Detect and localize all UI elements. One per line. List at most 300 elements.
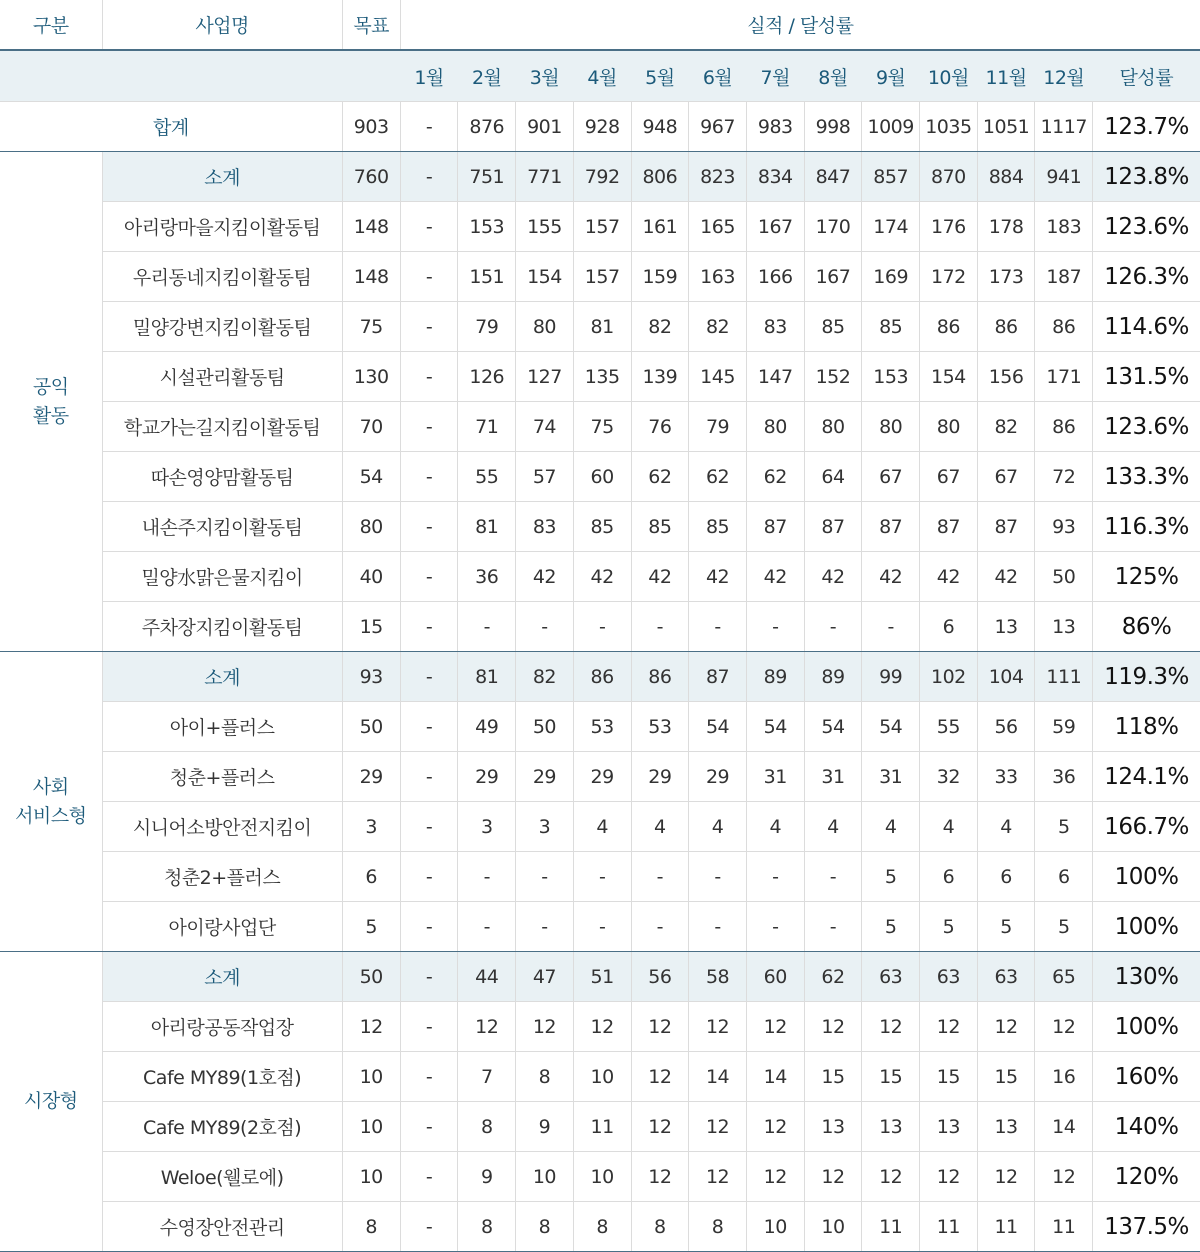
cell-month-6: 79 xyxy=(689,402,747,452)
cell-month-8: - xyxy=(804,602,862,652)
cell-name: 학교가는길지킴이활동팀 xyxy=(102,402,342,452)
cell-goal: 148 xyxy=(342,252,400,302)
cell-month-1: - xyxy=(400,402,458,452)
cell-month-5: 4 xyxy=(631,802,689,852)
cell-rate: 123.6% xyxy=(1093,202,1200,252)
cell-month-12: 72 xyxy=(1035,452,1093,502)
cell-month-12: 12 xyxy=(1035,1152,1093,1202)
cell-month-12: 171 xyxy=(1035,352,1093,402)
cell-month-12: 86 xyxy=(1035,302,1093,352)
table-row xyxy=(0,302,1200,352)
cell-name: 소계 xyxy=(102,152,342,202)
cell-month-3: 901 xyxy=(516,102,574,152)
cell-month-8: 998 xyxy=(804,102,862,152)
cell-month-5: 86 xyxy=(631,652,689,702)
cell-month-7: 80 xyxy=(746,402,804,452)
cell-rate: 114.6% xyxy=(1093,302,1200,352)
cell-month-10: 80 xyxy=(920,402,978,452)
cell-month-4: 29 xyxy=(573,752,631,802)
cell-month-5: 53 xyxy=(631,702,689,752)
cell-month-3: 82 xyxy=(516,652,574,702)
cell-month-9: 5 xyxy=(862,852,920,902)
month-header-blank xyxy=(0,50,102,102)
cell-month-11: 15 xyxy=(977,1052,1035,1102)
cell-name: 주차장지킴이활동팀 xyxy=(102,602,342,652)
cell-month-1: - xyxy=(400,902,458,952)
cell-month-2: 55 xyxy=(458,452,516,502)
cell-month-1: - xyxy=(400,552,458,602)
cell-month-2: 9 xyxy=(458,1152,516,1202)
cell-month-5: - xyxy=(631,852,689,902)
cell-name: 청춘+플러스 xyxy=(102,752,342,802)
cell-month-1: - xyxy=(400,802,458,852)
month-header-8: 8월 xyxy=(804,50,862,102)
cell-month-12: 50 xyxy=(1035,552,1093,602)
cell-rate: 166.7% xyxy=(1093,802,1200,852)
cell-month-6: 14 xyxy=(689,1052,747,1102)
cell-name: 아이랑사업단 xyxy=(102,902,342,952)
cell-goal: 80 xyxy=(342,502,400,552)
cell-month-9: 85 xyxy=(862,302,920,352)
cell-month-11: 63 xyxy=(977,952,1035,1002)
cell-month-1: - xyxy=(400,1202,458,1252)
cell-month-10: 5 xyxy=(920,902,978,952)
table-row xyxy=(0,352,1200,402)
cell-month-3: 83 xyxy=(516,502,574,552)
cell-month-1: - xyxy=(400,1152,458,1202)
cell-month-7: 62 xyxy=(746,452,804,502)
cell-month-4: 86 xyxy=(573,652,631,702)
header-gubun: 구분 xyxy=(0,0,102,50)
cell-month-7: 83 xyxy=(746,302,804,352)
cell-month-2: 36 xyxy=(458,552,516,602)
cell-month-3: 74 xyxy=(516,402,574,452)
cell-month-5: 29 xyxy=(631,752,689,802)
cell-month-5: 42 xyxy=(631,552,689,602)
table-row xyxy=(0,1202,1200,1252)
month-header-blank xyxy=(342,50,400,102)
cell-month-1: - xyxy=(400,452,458,502)
cell-month-6: - xyxy=(689,852,747,902)
subtotal-row xyxy=(0,152,1200,202)
cell-month-4: 10 xyxy=(573,1152,631,1202)
cell-month-2: - xyxy=(458,852,516,902)
table-row xyxy=(0,1002,1200,1052)
cell-month-10: 172 xyxy=(920,252,978,302)
cell-month-8: 10 xyxy=(804,1202,862,1252)
cell-month-1: - xyxy=(400,202,458,252)
cell-name: Weloe(웰로에) xyxy=(102,1152,342,1202)
cell-month-8: 13 xyxy=(804,1102,862,1152)
cell-month-11: 173 xyxy=(977,252,1035,302)
cell-month-8: 167 xyxy=(804,252,862,302)
cell-goal: 5 xyxy=(342,902,400,952)
cell-month-1: - xyxy=(400,352,458,402)
cell-rate: 131.5% xyxy=(1093,352,1200,402)
cell-month-2: 44 xyxy=(458,952,516,1002)
cell-month-8: 847 xyxy=(804,152,862,202)
cell-month-9: 15 xyxy=(862,1052,920,1102)
cell-month-11: 4 xyxy=(977,802,1035,852)
cell-name: 내손주지킴이활동팀 xyxy=(102,502,342,552)
table-row xyxy=(0,452,1200,502)
cell-month-5: 56 xyxy=(631,952,689,1002)
month-header-4: 4월 xyxy=(573,50,631,102)
cell-month-6: 967 xyxy=(689,102,747,152)
cell-month-5: 806 xyxy=(631,152,689,202)
group-label: 공익 활동 xyxy=(0,152,102,652)
cell-month-8: 87 xyxy=(804,502,862,552)
cell-month-8: 54 xyxy=(804,702,862,752)
cell-month-10: 4 xyxy=(920,802,978,852)
cell-goal: 70 xyxy=(342,402,400,452)
cell-rate: 116.3% xyxy=(1093,502,1200,552)
cell-name: 시니어소방안전지킴이 xyxy=(102,802,342,852)
cell-month-4: 75 xyxy=(573,402,631,452)
cell-month-9: 153 xyxy=(862,352,920,402)
cell-name: 아리랑마을지킴이활동팀 xyxy=(102,202,342,252)
cell-month-9: 4 xyxy=(862,802,920,852)
table-row xyxy=(0,802,1200,852)
cell-month-9: 67 xyxy=(862,452,920,502)
cell-month-6: 87 xyxy=(689,652,747,702)
cell-rate: 119.3% xyxy=(1093,652,1200,702)
cell-month-1: - xyxy=(400,102,458,152)
cell-rate: 160% xyxy=(1093,1052,1200,1102)
cell-month-1: - xyxy=(400,952,458,1002)
cell-month-9: 11 xyxy=(862,1202,920,1252)
cell-month-4: 42 xyxy=(573,552,631,602)
cell-month-5: 76 xyxy=(631,402,689,452)
cell-goal: 130 xyxy=(342,352,400,402)
cell-month-7: 14 xyxy=(746,1052,804,1102)
table-row xyxy=(0,1102,1200,1152)
cell-goal: 6 xyxy=(342,852,400,902)
cell-goal: 8 xyxy=(342,1202,400,1252)
month-header-3: 3월 xyxy=(516,50,574,102)
cell-month-3: 80 xyxy=(516,302,574,352)
month-header-9: 9월 xyxy=(862,50,920,102)
cell-rate: 86% xyxy=(1093,602,1200,652)
cell-rate: 100% xyxy=(1093,902,1200,952)
month-header-7: 7월 xyxy=(746,50,804,102)
cell-month-8: - xyxy=(804,902,862,952)
table-row xyxy=(0,502,1200,552)
cell-month-3: - xyxy=(516,902,574,952)
cell-name: 아리랑공동작업장 xyxy=(102,1002,342,1052)
cell-goal: 40 xyxy=(342,552,400,602)
cell-month-3: 8 xyxy=(516,1202,574,1252)
cell-month-6: 58 xyxy=(689,952,747,1002)
cell-month-9: 54 xyxy=(862,702,920,752)
cell-goal: 75 xyxy=(342,302,400,352)
cell-name: 아이+플러스 xyxy=(102,702,342,752)
cell-month-3: 47 xyxy=(516,952,574,1002)
table-row xyxy=(0,252,1200,302)
cell-month-8: 15 xyxy=(804,1052,862,1102)
cell-month-7: 10 xyxy=(746,1202,804,1252)
cell-month-12: 5 xyxy=(1035,902,1093,952)
cell-month-2: 151 xyxy=(458,252,516,302)
cell-month-9: 169 xyxy=(862,252,920,302)
cell-month-9: 1009 xyxy=(862,102,920,152)
table-row xyxy=(0,1152,1200,1202)
cell-rate: 123.7% xyxy=(1093,102,1200,152)
cell-month-6: 42 xyxy=(689,552,747,602)
cell-month-9: 12 xyxy=(862,1152,920,1202)
cell-name: 시설관리활동팀 xyxy=(102,352,342,402)
cell-month-2: 79 xyxy=(458,302,516,352)
cell-month-3: 155 xyxy=(516,202,574,252)
cell-month-6: 4 xyxy=(689,802,747,852)
table-row xyxy=(0,602,1200,652)
cell-month-7: 54 xyxy=(746,702,804,752)
cell-month-2: 81 xyxy=(458,652,516,702)
cell-rate: 123.6% xyxy=(1093,402,1200,452)
cell-month-5: 139 xyxy=(631,352,689,402)
group-label: 시장형 xyxy=(0,952,102,1252)
cell-month-5: 159 xyxy=(631,252,689,302)
subtotal-row xyxy=(0,652,1200,702)
cell-month-11: 1051 xyxy=(977,102,1035,152)
cell-month-11: 82 xyxy=(977,402,1035,452)
cell-month-3: 57 xyxy=(516,452,574,502)
month-header-10: 10월 xyxy=(920,50,978,102)
cell-month-7: 60 xyxy=(746,952,804,1002)
cell-month-7: - xyxy=(746,902,804,952)
cell-goal: 93 xyxy=(342,652,400,702)
cell-month-11: 104 xyxy=(977,652,1035,702)
subtotal-row xyxy=(0,952,1200,1002)
cell-month-1: - xyxy=(400,1102,458,1152)
total-row xyxy=(0,102,1200,152)
cell-month-4: 157 xyxy=(573,252,631,302)
cell-month-5: 161 xyxy=(631,202,689,252)
cell-month-12: 16 xyxy=(1035,1052,1093,1102)
cell-month-5: 85 xyxy=(631,502,689,552)
cell-rate: 126.3% xyxy=(1093,252,1200,302)
cell-goal: 12 xyxy=(342,1002,400,1052)
cell-month-5: 12 xyxy=(631,1152,689,1202)
cell-month-6: 12 xyxy=(689,1002,747,1052)
table-row xyxy=(0,852,1200,902)
cell-month-1: - xyxy=(400,602,458,652)
cell-name: 우리동네지킴이활동팀 xyxy=(102,252,342,302)
table-row xyxy=(0,1052,1200,1102)
cell-month-6: 62 xyxy=(689,452,747,502)
cell-month-10: 12 xyxy=(920,1002,978,1052)
cell-month-1: - xyxy=(400,502,458,552)
cell-month-7: 12 xyxy=(746,1152,804,1202)
cell-month-4: 12 xyxy=(573,1002,631,1052)
cell-month-4: 85 xyxy=(573,502,631,552)
cell-month-3: 29 xyxy=(516,752,574,802)
month-header-blank xyxy=(102,50,342,102)
cell-month-4: - xyxy=(573,902,631,952)
month-header-2: 2월 xyxy=(458,50,516,102)
cell-month-1: - xyxy=(400,1002,458,1052)
cell-month-2: 81 xyxy=(458,502,516,552)
cell-month-4: 53 xyxy=(573,702,631,752)
cell-month-9: 31 xyxy=(862,752,920,802)
cell-month-8: 12 xyxy=(804,1152,862,1202)
cell-month-6: 8 xyxy=(689,1202,747,1252)
cell-month-7: 89 xyxy=(746,652,804,702)
cell-month-9: 80 xyxy=(862,402,920,452)
cell-goal: 10 xyxy=(342,1102,400,1152)
cell-month-8: 152 xyxy=(804,352,862,402)
cell-month-9: 5 xyxy=(862,902,920,952)
cell-month-10: 63 xyxy=(920,952,978,1002)
table-body xyxy=(0,102,1200,1252)
cell-month-11: 884 xyxy=(977,152,1035,202)
cell-month-12: 14 xyxy=(1035,1102,1093,1152)
cell-month-5: 12 xyxy=(631,1052,689,1102)
cell-month-3: 50 xyxy=(516,702,574,752)
cell-goal: 760 xyxy=(342,152,400,202)
cell-goal: 903 xyxy=(342,102,400,152)
cell-month-10: 86 xyxy=(920,302,978,352)
header-row xyxy=(0,0,1200,50)
cell-month-12: 1117 xyxy=(1035,102,1093,152)
cell-name: 밀양강변지킴이활동팀 xyxy=(102,302,342,352)
cell-month-10: 102 xyxy=(920,652,978,702)
cell-month-2: 49 xyxy=(458,702,516,752)
cell-month-8: 12 xyxy=(804,1002,862,1052)
cell-month-12: 36 xyxy=(1035,752,1093,802)
month-header-5: 5월 xyxy=(631,50,689,102)
cell-month-9: 12 xyxy=(862,1002,920,1052)
cell-month-9: 42 xyxy=(862,552,920,602)
cell-month-6: - xyxy=(689,602,747,652)
cell-month-12: 93 xyxy=(1035,502,1093,552)
cell-month-5: 12 xyxy=(631,1102,689,1152)
cell-rate: 123.8% xyxy=(1093,152,1200,202)
cell-month-2: 7 xyxy=(458,1052,516,1102)
cell-month-11: 13 xyxy=(977,602,1035,652)
cell-month-7: 31 xyxy=(746,752,804,802)
cell-month-4: 157 xyxy=(573,202,631,252)
cell-month-8: 31 xyxy=(804,752,862,802)
cell-month-2: 71 xyxy=(458,402,516,452)
cell-month-11: 87 xyxy=(977,502,1035,552)
cell-month-11: 6 xyxy=(977,852,1035,902)
cell-month-1: - xyxy=(400,302,458,352)
cell-name: 소계 xyxy=(102,952,342,1002)
cell-month-12: 59 xyxy=(1035,702,1093,752)
cell-month-3: 127 xyxy=(516,352,574,402)
cell-rate: 100% xyxy=(1093,1002,1200,1052)
cell-rate: 100% xyxy=(1093,852,1200,902)
cell-month-3: 42 xyxy=(516,552,574,602)
table-row xyxy=(0,402,1200,452)
cell-month-5: 62 xyxy=(631,452,689,502)
cell-month-6: 145 xyxy=(689,352,747,402)
cell-month-12: 5 xyxy=(1035,802,1093,852)
group-label: 사회 서비스형 xyxy=(0,652,102,952)
cell-month-2: 8 xyxy=(458,1102,516,1152)
cell-month-5: 12 xyxy=(631,1002,689,1052)
cell-month-6: 29 xyxy=(689,752,747,802)
cell-month-1: - xyxy=(400,702,458,752)
cell-month-10: 13 xyxy=(920,1102,978,1152)
cell-month-12: 183 xyxy=(1035,202,1093,252)
cell-month-2: 751 xyxy=(458,152,516,202)
cell-month-8: 170 xyxy=(804,202,862,252)
cell-month-7: - xyxy=(746,852,804,902)
cell-month-11: 42 xyxy=(977,552,1035,602)
cell-month-7: 147 xyxy=(746,352,804,402)
cell-month-2: - xyxy=(458,902,516,952)
cell-month-10: 6 xyxy=(920,852,978,902)
cell-month-12: 13 xyxy=(1035,602,1093,652)
cell-month-2: 126 xyxy=(458,352,516,402)
cell-month-11: 178 xyxy=(977,202,1035,252)
cell-month-9: 99 xyxy=(862,652,920,702)
cell-month-4: 60 xyxy=(573,452,631,502)
cell-month-8: 80 xyxy=(804,402,862,452)
header-name: 사업명 xyxy=(102,0,342,50)
cell-month-6: 54 xyxy=(689,702,747,752)
cell-month-2: 3 xyxy=(458,802,516,852)
cell-month-7: 167 xyxy=(746,202,804,252)
cell-month-1: - xyxy=(400,852,458,902)
header-goal: 목표 xyxy=(342,0,400,50)
table-row xyxy=(0,552,1200,602)
cell-name: 소계 xyxy=(102,652,342,702)
cell-month-9: 63 xyxy=(862,952,920,1002)
cell-month-10: 87 xyxy=(920,502,978,552)
cell-month-1: - xyxy=(400,652,458,702)
cell-month-3: - xyxy=(516,602,574,652)
cell-month-12: 111 xyxy=(1035,652,1093,702)
table-row xyxy=(0,202,1200,252)
cell-month-10: 11 xyxy=(920,1202,978,1252)
cell-month-5: 82 xyxy=(631,302,689,352)
cell-month-11: 12 xyxy=(977,1152,1035,1202)
month-header-1: 1월 xyxy=(400,50,458,102)
cell-goal: 148 xyxy=(342,202,400,252)
cell-month-8: 42 xyxy=(804,552,862,602)
cell-goal: 50 xyxy=(342,702,400,752)
cell-month-8: 4 xyxy=(804,802,862,852)
cell-month-12: 941 xyxy=(1035,152,1093,202)
cell-month-9: - xyxy=(862,602,920,652)
cell-goal: 29 xyxy=(342,752,400,802)
cell-month-4: 11 xyxy=(573,1102,631,1152)
cell-name: 수영장안전관리 xyxy=(102,1202,342,1252)
cell-month-12: 65 xyxy=(1035,952,1093,1002)
cell-rate: 130% xyxy=(1093,952,1200,1002)
cell-month-10: 12 xyxy=(920,1152,978,1202)
cell-month-11: 11 xyxy=(977,1202,1035,1252)
cell-month-1: - xyxy=(400,1052,458,1102)
cell-goal: 15 xyxy=(342,602,400,652)
cell-month-11: 5 xyxy=(977,902,1035,952)
cell-month-4: 4 xyxy=(573,802,631,852)
cell-month-6: 85 xyxy=(689,502,747,552)
cell-month-4: 10 xyxy=(573,1052,631,1102)
table-row xyxy=(0,752,1200,802)
cell-month-3: 12 xyxy=(516,1002,574,1052)
cell-goal: 10 xyxy=(342,1052,400,1102)
cell-month-12: 12 xyxy=(1035,1002,1093,1052)
cell-month-7: 4 xyxy=(746,802,804,852)
cell-month-7: 983 xyxy=(746,102,804,152)
cell-month-6: 12 xyxy=(689,1102,747,1152)
rate-header: 달성률 xyxy=(1093,50,1200,102)
cell-rate: 120% xyxy=(1093,1152,1200,1202)
